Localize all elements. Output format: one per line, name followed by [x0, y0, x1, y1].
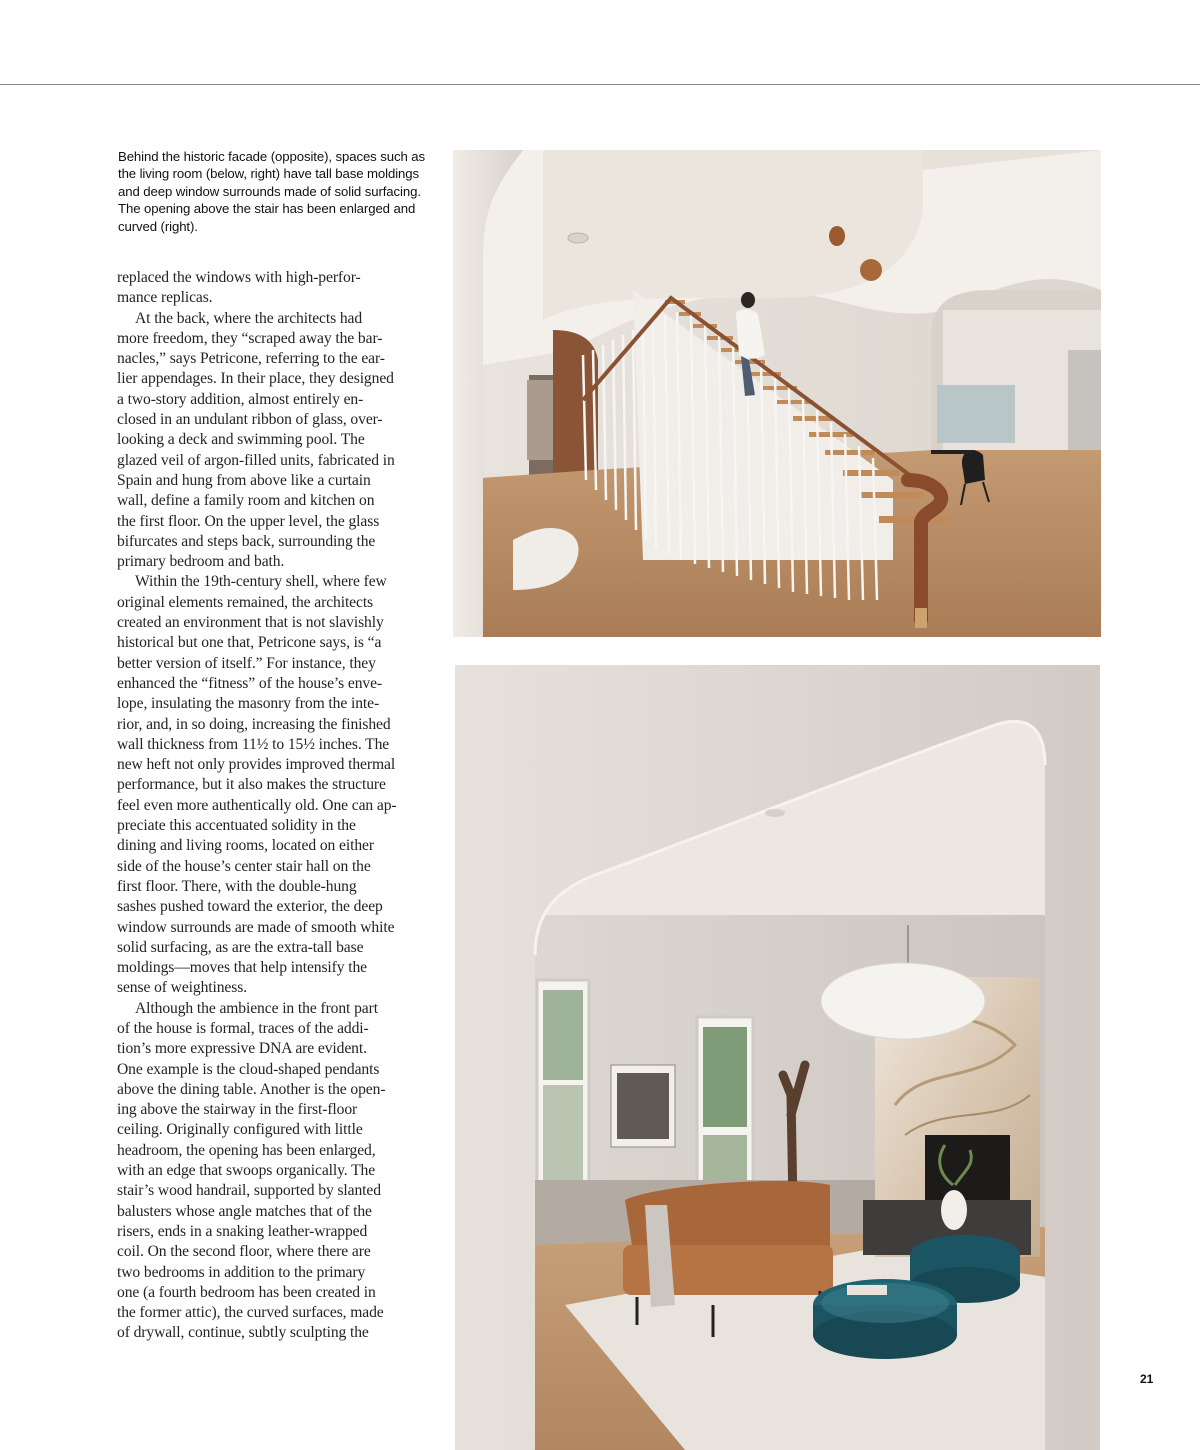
body-text-line: coil. On the second floor, where there are [117, 1243, 371, 1261]
stair-hall-photo [453, 150, 1101, 637]
body-text-line: sashes pushed toward the exterior, the deep [117, 898, 383, 916]
body-text-line: closed in an undulant ribbon of glass, over- [117, 411, 383, 429]
body-text-line: lier appendages. In their place, they designed [117, 370, 394, 388]
body-text-line: ceiling. Originally configured with little [117, 1121, 363, 1139]
body-text-line: original elements remained, the architects [117, 593, 374, 611]
body-text-line: with an edge that swoops organically. The [117, 1162, 376, 1180]
body-text-line: lope, insulating the masonry from the inte- [117, 695, 380, 713]
body-text-line: the first floor. On the upper level, the glass [117, 512, 380, 530]
photo-caption: Behind the historic facade (opposite), spaces such as the living room (below, right) have tall base moldings and deep window surrounds made of solid surfacing. The opening above the stair has been enlarged and curved (right). [118, 149, 425, 234]
body-text-line: better version of itself.” For instance, they [117, 654, 376, 672]
body-text-line: one (a fourth bedroom has been created in [117, 1283, 376, 1301]
body-text-line: wall, define a family room and kitchen on [117, 492, 375, 510]
body-text-line: solid surfacing, as are the extra-tall base [117, 938, 364, 956]
body-text-line: above the dining table. Another is the open- [117, 1080, 386, 1098]
body-text-line: bifurcates and steps back, surrounding the [117, 532, 376, 550]
body-text-line: performance, but it also makes the structure [117, 776, 386, 794]
body-text-line: sense of weightiness. [117, 979, 247, 997]
body-text-line: first floor. There, with the double-hung [117, 877, 357, 895]
body-text-line: Within the 19th-century shell, where few [135, 573, 387, 591]
body-text-line: rior, and, in so doing, increasing the finished [117, 715, 391, 733]
body-text-line: of drywall, continue, subtly sculpting the [117, 1324, 369, 1342]
body-text-line: feel even more authentically old. One can ap- [117, 796, 397, 814]
body-text-line: nacles,” says Petricone, referring to the ear- [117, 350, 385, 368]
body-text-line: replaced the windows with high-perfor- [117, 269, 361, 286]
body-text-line: enhanced the “fitness” of the house’s enve- [117, 674, 383, 692]
body-text-line: new heft not only provides improved thermal [117, 756, 396, 774]
body-text-line: looking a deck and swimming pool. The [117, 431, 365, 449]
body-text-line: ing above the stairway in the first-floor [117, 1101, 358, 1119]
body-text-line: Spain and hung from above like a curtain [117, 471, 371, 489]
body-text-line: risers, ends in a snaking leather-wrapped [117, 1222, 368, 1240]
body-text-line: more freedom, they “scraped away the bar- [117, 329, 383, 347]
body-text-line: mance replicas. [117, 289, 213, 307]
body-text-line: of the house is formal, traces of the addi- [117, 1019, 369, 1037]
body-text-line: Although the ambience in the front part [135, 999, 378, 1017]
body-text-line: stair’s wood handrail, supported by slanted [117, 1182, 381, 1200]
body-text-line: preciate this accentuated solidity in the [117, 817, 356, 835]
page-number: 21 [1140, 1372, 1154, 1386]
body-text-line: One example is the cloud-shaped pendants [117, 1060, 380, 1078]
article-body [117, 268, 422, 1344]
body-text-line: dining and living rooms, located on either [117, 837, 374, 855]
body-text-line: two bedrooms in addition to the primary [117, 1263, 366, 1281]
body-text-line: the former attic), the curved surfaces, made [117, 1304, 384, 1322]
body-text-line: created an environment that is not slavishly [117, 614, 384, 632]
body-text-line: wall thickness from 11½ to 15½ inches. The [117, 735, 390, 753]
body-text-line: historical but one that, Petricone says, is “a [117, 634, 382, 652]
body-text-line: side of the house’s center stair hall on the [117, 857, 371, 875]
body-text-line: balusters whose angle matches that of the [117, 1202, 372, 1220]
body-text-line: a two-story addition, almost entirely en- [117, 390, 364, 408]
body-text-line: moldings—moves that help intensify the [117, 959, 368, 977]
body-text-line: tion’s more expressive DNA are evident. [117, 1040, 367, 1058]
body-text-line: primary bedroom and bath. [117, 553, 285, 571]
body-text-line: At the back, where the architects had [135, 309, 363, 327]
body-text-line: glazed veil of argon-filled units, fabricated in [117, 451, 395, 469]
top-rule [0, 84, 1200, 85]
body-text-line: headroom, the opening has been enlarged, [117, 1141, 376, 1159]
living-room-photo [455, 665, 1100, 1450]
body-text-line: window surrounds are made of smooth white [117, 918, 395, 936]
